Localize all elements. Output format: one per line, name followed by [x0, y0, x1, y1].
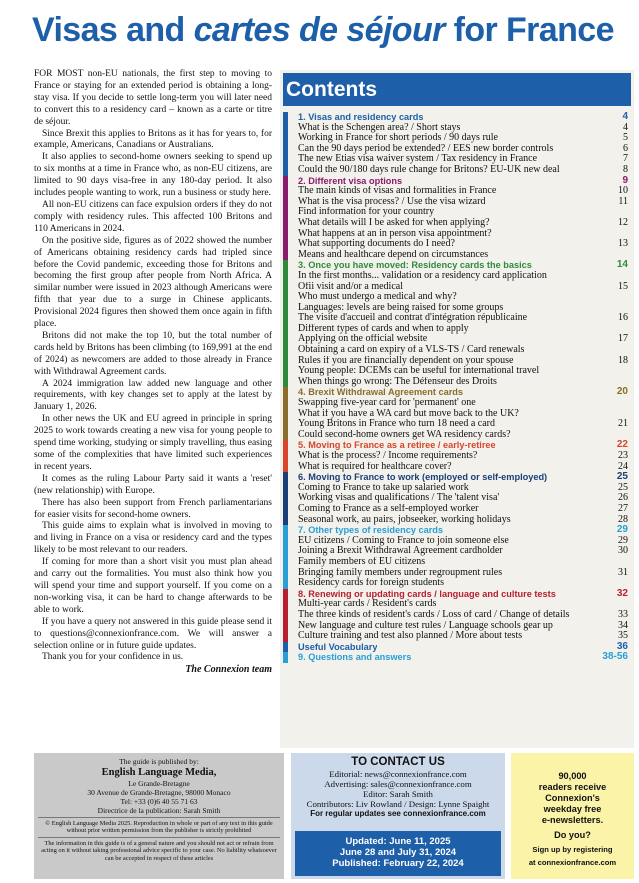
page-title: Visas and cartes de séjour for France: [32, 11, 614, 49]
entry-page: 11: [618, 195, 628, 207]
entry-page: 4: [622, 111, 628, 122]
entry-title: EU citizens / Coming to France to join someone else: [298, 535, 509, 546]
entry-page: 12: [618, 216, 628, 228]
section-heading[interactable]: [298, 525, 631, 536]
contact-contributors: Contributors: Liv Rowland / Design: Lynne Spaight: [306, 799, 490, 809]
entry-page: 21: [618, 418, 628, 430]
contents-entry[interactable]: [298, 144, 631, 155]
contents-entry[interactable]: [298, 409, 631, 420]
entry-page: 23: [618, 450, 628, 461]
entry-page: [624, 557, 631, 568]
entry-title: Seasonal work, au pairs, jobseeker, working holidays: [298, 514, 511, 525]
entry-title: When things go wrong: The Défenseur des Droits: [298, 376, 497, 387]
contents-entry[interactable]: [298, 303, 631, 314]
entry-title: Swapping five-year card for 'permanent' one: [298, 398, 476, 409]
entry-title: 2. Different visa options: [298, 175, 403, 186]
entry-title: 9. Questions and answers: [298, 652, 412, 663]
entry-page: 25: [618, 481, 628, 493]
intro-paragraph: If you have a query not answered in this guide please send it to questions@connexionfrance.com. We will answer a selection online or in future guide updates.: [34, 616, 272, 651]
publisher-box: [34, 753, 284, 879]
entry-title: Obtaining a card on expiry of a VLS-TS / Card renewals: [298, 345, 525, 356]
contents-entry[interactable]: [298, 483, 631, 494]
intro-paragraph: It also applies to second-home owners seeking to spend up to six months at a time in France who, as non-EU citizens, are limited to 90 days visa-free in any 180-day period. It also includes people wanting to work, run a business or study here.: [34, 152, 272, 199]
entry-page: 32: [616, 587, 628, 599]
contents-section: [283, 112, 631, 176]
contents-entry[interactable]: [298, 419, 631, 430]
contents-entry[interactable]: [298, 515, 631, 526]
entry-title: Who must undergo a medical and why?: [298, 292, 457, 303]
entry-page: 6: [623, 142, 628, 154]
intro-paragraph: Since Brexit this applies to Britons as it has for years to, for example, Americans, Canadians or Australians.: [34, 128, 272, 151]
entry-page: [624, 366, 631, 377]
contents-entry[interactable]: [298, 356, 631, 367]
contents-entry[interactable]: [298, 313, 631, 324]
entry-page: [624, 398, 631, 409]
entry-page: 27: [618, 502, 628, 514]
entry-page: [624, 292, 631, 303]
updated-date: Updated: June 11, 2025: [345, 836, 451, 847]
contents-entry[interactable]: [298, 324, 631, 335]
contents-entry[interactable]: [298, 546, 631, 557]
promo-line-3: Connexion's: [545, 793, 600, 803]
contact-advertising[interactable]: Advertising: sales@connexionfrance.com: [324, 779, 472, 789]
intro-paragraph: There has also been support from French parliamentarians for easier visits for second-home owners.: [34, 497, 272, 520]
promo-line-4: weekday free: [543, 804, 602, 814]
entry-title: What if you have a WA card but move back to the UK?: [298, 408, 519, 419]
contents-entry[interactable]: [298, 610, 631, 621]
contents-entry[interactable]: [298, 271, 631, 282]
publisher-name: English Language Media,: [101, 767, 217, 778]
entry-title: Applying on the official website: [298, 334, 428, 345]
entry-page: 31: [618, 566, 628, 578]
contents-entry[interactable]: [298, 133, 631, 144]
section-heading[interactable]: [298, 652, 631, 663]
entry-title: Joining a Brexit Withdrawal Agreement cardholder: [298, 546, 503, 557]
contents-section: [283, 472, 631, 525]
entry-title: 7. Other types of residency cards: [298, 525, 444, 536]
entry-title: Coming to France to take up salaried work: [298, 482, 469, 493]
intro-paragraph: This guide aims to explain what is involved in moving to and living in France on a visa or residency card and the types likely to be most relevant to our readers.: [34, 521, 272, 556]
publisher-address-1: Le Grande-Bretagne: [128, 779, 190, 788]
entry-page: 4: [623, 121, 628, 133]
promo-line-2: readers receive: [538, 782, 607, 792]
entry-page: 28: [618, 513, 628, 525]
contents-entry[interactable]: [298, 250, 631, 261]
contact-editor: Editor: Sarah Smith: [363, 789, 433, 799]
entry-title: 3. Once you have moved: Residency cards the basics: [298, 260, 532, 271]
contents-entry[interactable]: [298, 218, 631, 229]
contact-title: TO CONTACT US: [351, 756, 445, 768]
entry-page: [624, 271, 631, 282]
contents-entry[interactable]: [298, 165, 631, 176]
entry-page: 24: [618, 460, 628, 472]
entry-title: Find information for your country: [298, 207, 435, 218]
updated-date-2: June 28 and July 31, 2024: [339, 847, 457, 858]
entry-page: 29: [618, 534, 628, 546]
entry-page: 9: [622, 174, 628, 186]
contents-entry[interactable]: [298, 377, 631, 388]
entry-title: The three kinds of resident's cards / Loss of card / Change of details: [298, 609, 570, 620]
publisher-tel: Tel: +33 (0)6 40 55 71 63: [120, 797, 198, 806]
section-heading[interactable]: [298, 440, 631, 451]
disclaimer-notice: The information in this guide is of a general nature and you should not act or refrain from acting on it without taking professional advice specific to your case. No liability whatsoever can be accepted in respect of these articles: [38, 837, 280, 862]
contents-entry[interactable]: [298, 239, 631, 250]
promo-signup: Sign up by registering: [532, 845, 613, 854]
contents-list: [283, 112, 631, 663]
entry-title: Bringing family members under regroupment rules: [298, 567, 503, 578]
contents-entry[interactable]: [298, 557, 631, 568]
publisher-address-2: 30 Avenue de Grande-Bretagne, 98000 Monaco: [87, 788, 231, 797]
contents-entry[interactable]: [298, 229, 631, 240]
entry-page: 25: [616, 471, 628, 483]
contents-entry[interactable]: [298, 366, 631, 377]
contact-editorial[interactable]: Editorial: news@connexionfrance.com: [329, 769, 467, 779]
intro-paragraph: If coming for more than a short visit you must plan ahead and carry out the formalities. You must also think how you will spend your time and support yourself. If you come on a non-working visa, it can be hard to change afterwards to be able to work.: [34, 557, 272, 615]
intro-paragraph: A 2024 immigration law added new language and other requirements, with key changes set to apply at the latest by January 1, 2026.: [34, 378, 272, 413]
entry-page: 10: [618, 185, 628, 197]
intro-paragraph: It comes as the ruling Labour Party said it wants a 'reset' (new relationship) with Europe.: [34, 473, 272, 496]
contents-entry[interactable]: [298, 451, 631, 462]
entry-page: 13: [618, 238, 628, 250]
entry-title: 5. Moving to France as a retiree / early-retiree: [298, 440, 496, 451]
contents-section: [283, 176, 631, 261]
entry-page: 36: [616, 640, 628, 652]
entry-page: 34: [618, 619, 628, 631]
entry-title: Family members of EU citizens: [298, 556, 426, 567]
contents-entry[interactable]: [298, 578, 631, 589]
promo-question: Do you?: [554, 830, 591, 840]
contents-entry[interactable]: [298, 282, 631, 293]
contents-heading: Contents: [283, 73, 631, 106]
entry-page: 33: [618, 608, 628, 620]
contents-section: [283, 642, 631, 653]
contents-entry[interactable]: [298, 186, 631, 197]
entry-title: Working in France for short periods / 90 days rule: [298, 133, 498, 144]
contents-entry[interactable]: [298, 536, 631, 547]
publisher-label: The guide is published by:: [119, 757, 199, 766]
contents-section: [283, 652, 631, 663]
contact-updates-link[interactable]: For regular updates see connexionfrance.com: [310, 809, 486, 818]
entry-title: Different types of cards and when to apply: [298, 323, 469, 334]
intro-paragraph: FOR MOST non-EU nationals, the first step to moving to France or staying for an extended period is obtaining a long-stay visa. If you decide to settle long-term you will later need to convert this to a residency card – known as a carte or titre de séjour.: [34, 69, 272, 127]
section-heading[interactable]: [298, 112, 631, 123]
contents-entry[interactable]: [298, 197, 631, 208]
section-heading[interactable]: [298, 176, 631, 187]
promo-signup-link[interactable]: at connexionfrance.com: [528, 858, 617, 867]
entry-title: The new Etias visa waiver system / Tax residency in France: [298, 154, 538, 165]
published-date: Published: February 22, 2024: [332, 858, 464, 869]
contents-entry[interactable]: [298, 599, 631, 610]
contents-entry[interactable]: [298, 334, 631, 345]
entry-page: 5: [623, 132, 628, 144]
entry-title: Culture training and test also planned / More about tests: [298, 631, 523, 642]
entry-title: 8. Renewing or updating cards / language and culture tests: [298, 588, 556, 599]
entry-title: What is required for healthcare cover?: [298, 461, 452, 472]
contents-section: [283, 589, 631, 642]
entry-title: What is the process? / Income requirements?: [298, 451, 478, 461]
contents-entry[interactable]: [298, 207, 631, 218]
intro-paragraph: Britons did not make the top 10, but the total number of cards held by Britons has been climbing (to 169,991 at the end of 2024) as newcomers are added to those already in France with Withdrawal Agreement cards.: [34, 330, 272, 377]
publisher-director: Directrice de la publication: Sarah Smith: [97, 806, 221, 815]
contents-section: [283, 260, 631, 387]
contents-entry[interactable]: [298, 123, 631, 134]
intro-paragraph: Thank you for your confidence in us.: [42, 652, 184, 663]
entry-title: Young people: DCEMs can be useful for international travel: [298, 366, 540, 377]
entry-page: 18: [618, 354, 628, 366]
signoff: The Connexion team: [185, 664, 272, 676]
contents-entry[interactable]: [298, 154, 631, 165]
promo-count: 90,000: [558, 771, 587, 781]
section-heading[interactable]: [298, 472, 631, 483]
entry-page: 15: [618, 280, 628, 292]
entry-title: Multi-year cards / Resident's cards: [298, 599, 437, 610]
section-heading[interactable]: [298, 387, 631, 398]
entry-page: 7: [623, 153, 628, 165]
entry-title: Languages: levels are being raised for some groups: [298, 302, 504, 313]
entry-page: 16: [618, 312, 628, 324]
entry-title: Working visas and qualifications / The 'talent visa': [298, 493, 500, 504]
entry-title: Could second-home owners get WA residency cards?: [298, 429, 511, 440]
entry-title: 6. Moving to France to work (employed or self-employed): [298, 472, 548, 483]
entry-title: New language and culture test rules / Language schools gear up: [298, 620, 553, 631]
entry-title: 1. Visas and residency cards: [298, 112, 424, 122]
entry-title: What is the visa process? / Use the visa wizard: [298, 196, 486, 207]
entry-title: In the first months... validation or a residency card application: [298, 270, 547, 281]
intro-text: [34, 69, 272, 676]
contents-section: [283, 387, 631, 440]
entry-page: 35: [618, 630, 628, 642]
update-dates-box: [295, 831, 501, 876]
entry-title: Young Britons in France who turn 18 need a card: [298, 419, 496, 430]
entry-title: Coming to France as a self-employed worker: [298, 503, 479, 514]
intro-paragraph: On the positive side, figures as of 2022 showed the number of Americans obtaining residency cards had tripled since before the Covid pandemic, exceeding those for Britons and becoming the first group after people from North Africa. A similar number were issued in 2023 although Americans were fifth that year due to a surge in Chinese applicants. Provisional 2024 figures then showed them once again in fifth place.: [34, 235, 272, 330]
contents-entry[interactable]: [298, 568, 631, 579]
contents-entry[interactable]: [298, 493, 631, 504]
entry-page: 8: [623, 163, 628, 175]
contents-entry[interactable]: [298, 462, 631, 473]
entry-page: 38-56: [602, 651, 628, 663]
promo-line-5: e-newsletters.: [541, 815, 604, 825]
entry-page: 14: [616, 259, 628, 271]
contents-entry[interactable]: [298, 621, 631, 632]
entry-title: What supporting documents do I need?: [298, 239, 455, 250]
entry-page: 22: [616, 439, 628, 451]
entry-title: The visite d'accueil and contrat d'intégration républicaine: [298, 313, 528, 324]
contents-entry[interactable]: [298, 504, 631, 515]
entry-title: 4. Brexit Withdrawal Agreement cards: [298, 387, 464, 398]
contents-entry[interactable]: [298, 631, 631, 642]
entry-title: Rules if you are financially dependent on your spouse: [298, 355, 514, 366]
entry-title: What happens at an in person visa appointment?: [298, 228, 492, 239]
entry-title: Ofii visit and/or a medical: [298, 281, 403, 292]
entry-title: Could the 90/180 days rule change for Britons? EU-UK new deal: [298, 164, 560, 175]
entry-page: 20: [616, 386, 628, 398]
entry-title: Residency cards for foreign students: [298, 578, 445, 589]
contact-box: [291, 753, 505, 879]
copyright-notice: © English Language Media 2025. Reproduction in whole or part of any text in this guide without prior written permission from the publisher is strictly prohibited: [38, 817, 280, 835]
contents-panel: [280, 70, 634, 748]
entry-page: 26: [618, 492, 628, 504]
section-heading[interactable]: [298, 642, 631, 653]
entry-title: What is the Schengen area? / Short stays: [298, 122, 461, 133]
contents-section: [283, 525, 631, 589]
section-heading[interactable]: [298, 589, 631, 600]
contents-entry[interactable]: [298, 398, 631, 409]
section-heading[interactable]: [298, 260, 631, 271]
contents-section: [283, 440, 631, 472]
newsletter-promo: [511, 753, 634, 879]
contents-entry[interactable]: [298, 292, 631, 303]
contents-entry[interactable]: [298, 345, 631, 356]
entry-title: Means and healthcare depend on circumstances: [298, 249, 489, 260]
contents-entry[interactable]: [298, 430, 631, 441]
entry-page: 30: [618, 545, 628, 557]
intro-paragraph: In other news the UK and EU agreed in principle in spring 2025 to work towards creating a new visa for young people to spend time working, studying or simply travelling, thus easing some of the complexities that have limited such experiences in recent years.: [34, 414, 272, 472]
entry-title: The main kinds of visas and formalities in France: [298, 186, 497, 197]
entry-page: 17: [618, 333, 628, 345]
entry-title: Useful Vocabulary: [298, 641, 378, 652]
entry-page: 29: [616, 524, 628, 536]
intro-paragraph: All non-EU citizens can face expulsion orders if they do not comply with residency rules. This affected 100 Britons and 110 Americans in 2024.: [34, 199, 272, 234]
entry-title: Can the 90 days period be extended? / EES new border controls: [298, 143, 554, 154]
entry-title: What details will I be asked for when applying?: [298, 217, 490, 228]
